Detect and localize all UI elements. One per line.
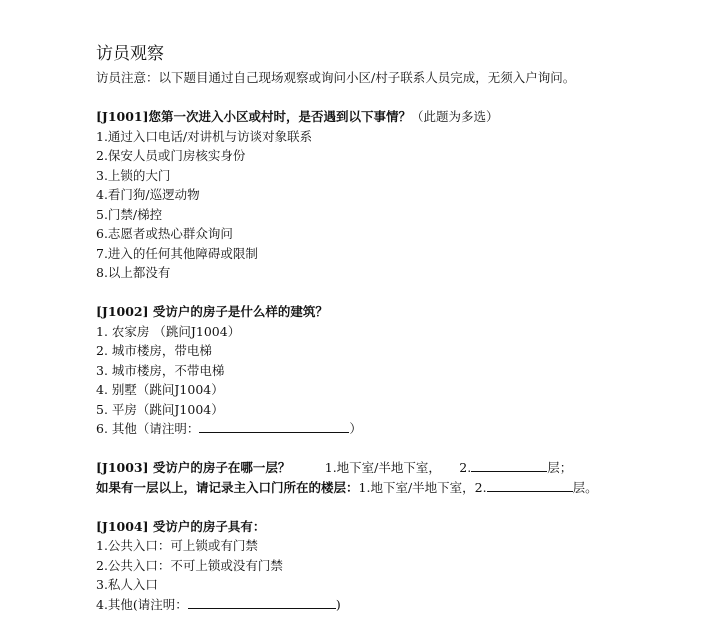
j1003-q2-option-2-suffix: 层。 <box>572 480 598 495</box>
j1004-option-2: 2.公共入口：不可上锁或没有门禁 <box>96 558 283 573</box>
j1001-option-1: 1.通过入口电话/对讲机与访谈对象联系 <box>96 129 313 144</box>
j1001-option-3: 3.上锁的大门 <box>96 168 171 183</box>
j1001-question <box>96 108 499 126</box>
j1001-multi-select-note: （此题为多选） <box>411 109 499 124</box>
j1003-option-2-label: 2. <box>459 460 472 475</box>
j1004-question: [J1004] 受访户的房子具有： <box>96 519 266 534</box>
j1004-other-close: ) <box>335 597 341 612</box>
j1004-option-other <box>96 596 341 614</box>
j1002-option-other <box>96 420 362 438</box>
j1002-option-2: 2. 城市楼房，带电梯 <box>96 343 212 358</box>
j1003-question <box>96 459 572 477</box>
j1002-other-close: ） <box>349 421 362 436</box>
page-title: 访员观察 <box>96 44 164 64</box>
j1004-option-1: 1.公共入口：可上锁或有门禁 <box>96 538 258 553</box>
j1002-option-5: 5. 平房（跳问J1004） <box>96 402 224 417</box>
j1002-other-label: 6. 其他（请注明： <box>96 421 200 436</box>
j1001-option-4: 4.看门狗/巡逻动物 <box>96 187 200 202</box>
j1001-option-8: 8.以上都没有 <box>96 265 171 280</box>
j1003-option-2-suffix: 层； <box>547 460 573 475</box>
j1002-other-blank[interactable] <box>199 420 349 433</box>
j1002-option-3: 3. 城市楼房，不带电梯 <box>96 363 225 378</box>
j1003-option-1: 1.地下室/半地下室， <box>324 460 441 475</box>
j1004-other-blank[interactable] <box>188 596 336 609</box>
interviewer-note: 访员注意：以下题目通过自己现场观察或询问小区/村子联系人员完成，无须入户询问。 <box>96 70 576 85</box>
j1004-other-label: 4.其他(请注明： <box>96 597 188 612</box>
j1002-option-1: 1. 农家房 （跳问J1004） <box>96 324 241 339</box>
j1003-question-2 <box>96 479 598 497</box>
j1001-option-7: 7.进入的任何其他障碍或限制 <box>96 246 258 261</box>
j1002-option-4: 4. 别墅（跳问J1004） <box>96 382 224 397</box>
j1001-option-2: 2.保安人员或门房核实身份 <box>96 148 246 163</box>
j1004-option-3: 3.私人入口 <box>96 577 158 592</box>
j1003-question-2-text: 如果有一层以上，请记录主入口门所在的楼层： <box>96 480 359 495</box>
j1001-option-6: 6.志愿者或热心群众询问 <box>96 226 233 241</box>
j1001-question-text: [J1001]您第一次进入小区或村时，是否遇到以下事情？ <box>96 109 412 124</box>
j1003-floor-blank[interactable] <box>471 459 547 472</box>
j1001-option-5: 5.门禁/梯控 <box>96 207 163 222</box>
j1003-question-text: [J1003] 受访户的房子在哪一层？ <box>96 460 291 475</box>
j1003-entrance-floor-blank[interactable] <box>487 479 573 492</box>
j1003-q2-option-2-label: 2. <box>474 480 487 495</box>
j1003-q2-option-1: 1.地下室/半地下室， <box>358 480 475 495</box>
j1002-question: [J1002] 受访户的房子是什么样的建筑？ <box>96 304 328 319</box>
